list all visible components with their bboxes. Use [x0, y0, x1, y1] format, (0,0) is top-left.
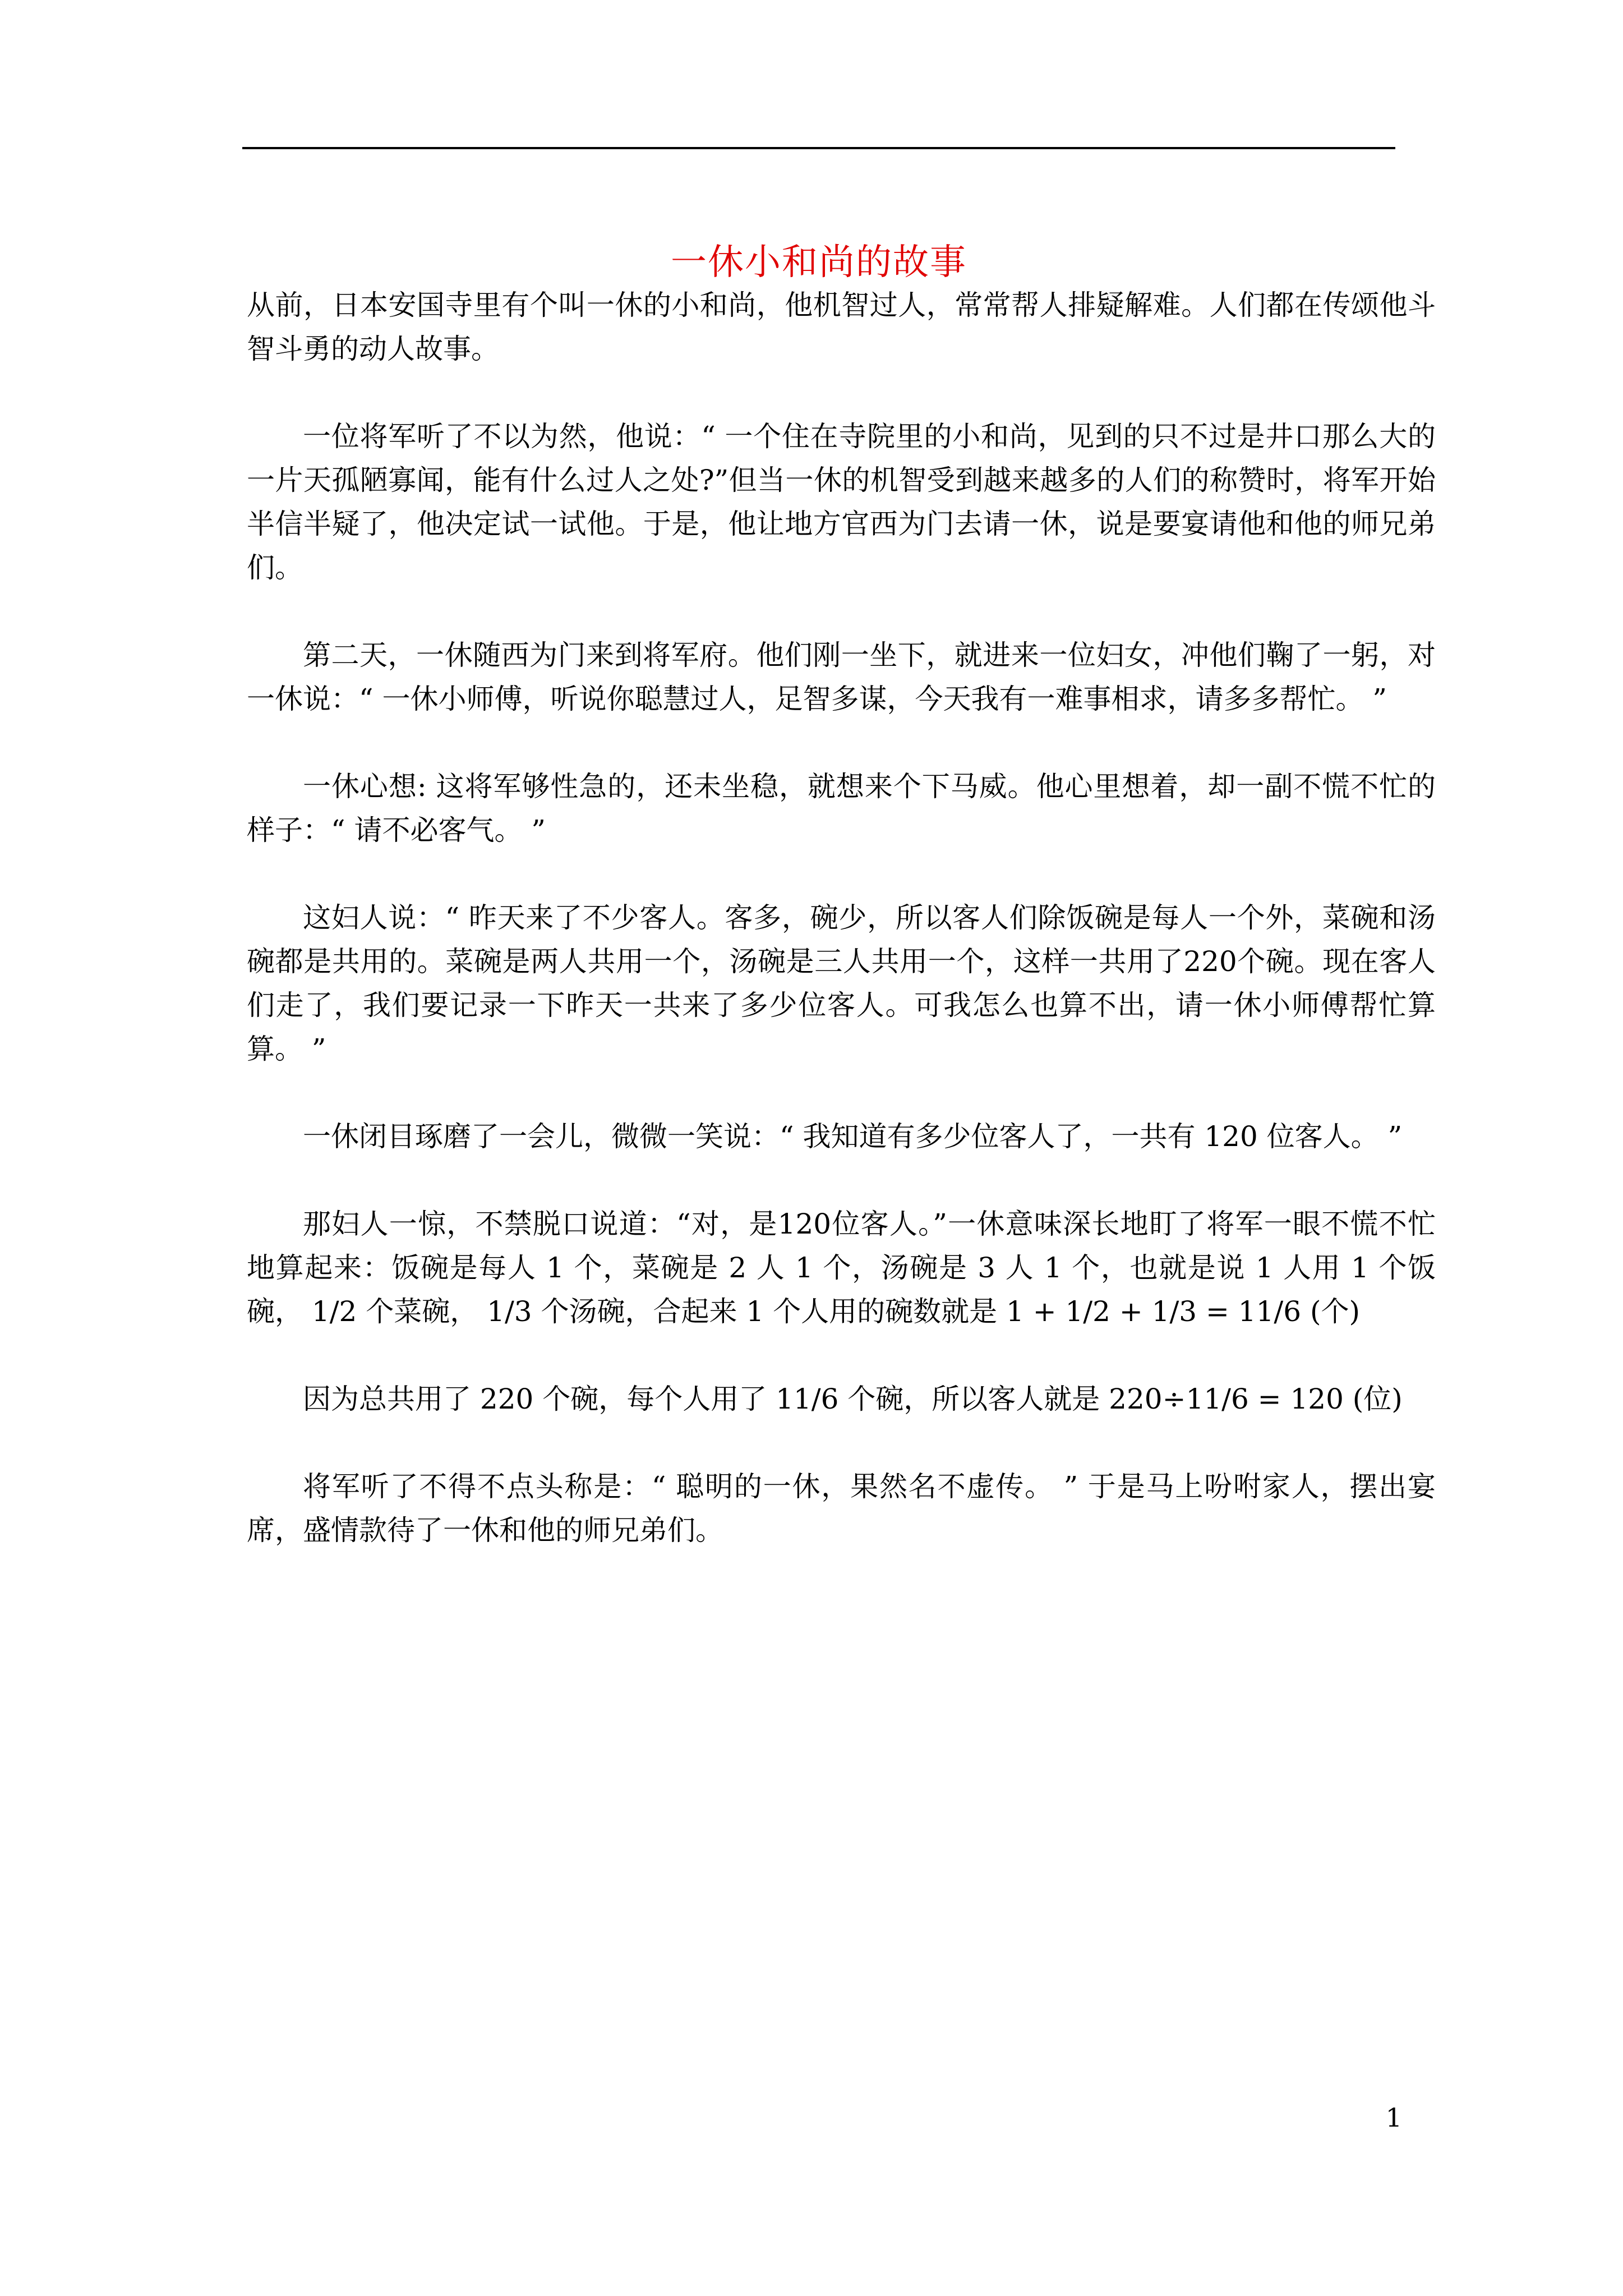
paragraph-calculation: 那妇人一惊，不禁脱口说道：“对，是120位客人。”一休意味深长地盯了将军一眼不慌不忙地算起来：饭碗是每人 1 个，菜碗是 2 人 1 个，汤碗是 3 人 1 个，也就是说 1 人用 1 个饭碗， 1/2 个菜碗， 1/3 个汤碗，合起来 1 个人用的碗数就是 1 + 1/2 + 1/3 = 11/6 (个)	[247, 1208, 1436, 1328]
paragraph-general-doubts: 一位将军听了不以为然，他说：“ 一个住在寺院里的小和尚，见到的只不过是井口那么大的一片天孤陋寡闻，能有什么过人之处?”但当一休的机智受到越来越多的人们的称赞时，将军开始半信半疑了，他决定试一试他。于是，他让地方官西为门去请一休，说是要宴请他和他的师兄弟们。	[247, 420, 1436, 584]
paragraph-bowl-problem: 这妇人说：“ 昨天来了不少客人。客多，碗少，所以客人们除饭碗是每人一个外，菜碗和汤碗都是共用的。菜碗是两人共用一个，汤碗是三人共用一个，这样一共用了220个碗。现在客人们走了，我们要记录一下昨天一共来了多少位客人。可我怎么也算不出，请一休小师傅帮忙算算。 ”	[247, 901, 1436, 1065]
paragraph-ikkyu-thinks: 一休心想: 这将军够性急的，还未坐稳，就想来个下马威。他心里想着，却一副不慌不忙的样子：“ 请不必客气。 ”	[247, 770, 1436, 846]
header-rule	[242, 147, 1395, 149]
paragraph-conclusion: 将军听了不得不点头称是：“ 聪明的一休，果然名不虚传。 ” 于是马上吩咐家人，摆出宴席，盛情款待了一休和他的师兄弟们。	[247, 1470, 1436, 1547]
page-number: 1	[1385, 2102, 1402, 2133]
paragraph-answer: 一休闭目琢磨了一会儿，微微一笑说：“ 我知道有多少位客人了，一共有 120 位客人。 ”	[303, 1120, 1403, 1153]
paragraph-next-day: 第二天，一休随西为门来到将军府。他们刚一坐下，就进来一位妇女，冲他们鞠了一躬，对一休说：“ 一休小师傅，听说你聪慧过人，足智多谋，今天我有一难事相求，请多多帮忙。 ”	[247, 639, 1436, 715]
document-body	[247, 283, 1436, 1596]
paragraph-total: 因为总共用了 220 个碗，每个人用了 11/6 个碗，所以客人就是 220÷11/6 = 120 (位)	[303, 1383, 1403, 1415]
document-title: 一休小和尚的故事	[671, 241, 967, 283]
paragraph-intro: 从前，日本安国寺里有个叫一休的小和尚，他机智过人，常常帮人排疑解难。人们都在传颂他斗智斗勇的动人故事。	[247, 289, 1436, 365]
